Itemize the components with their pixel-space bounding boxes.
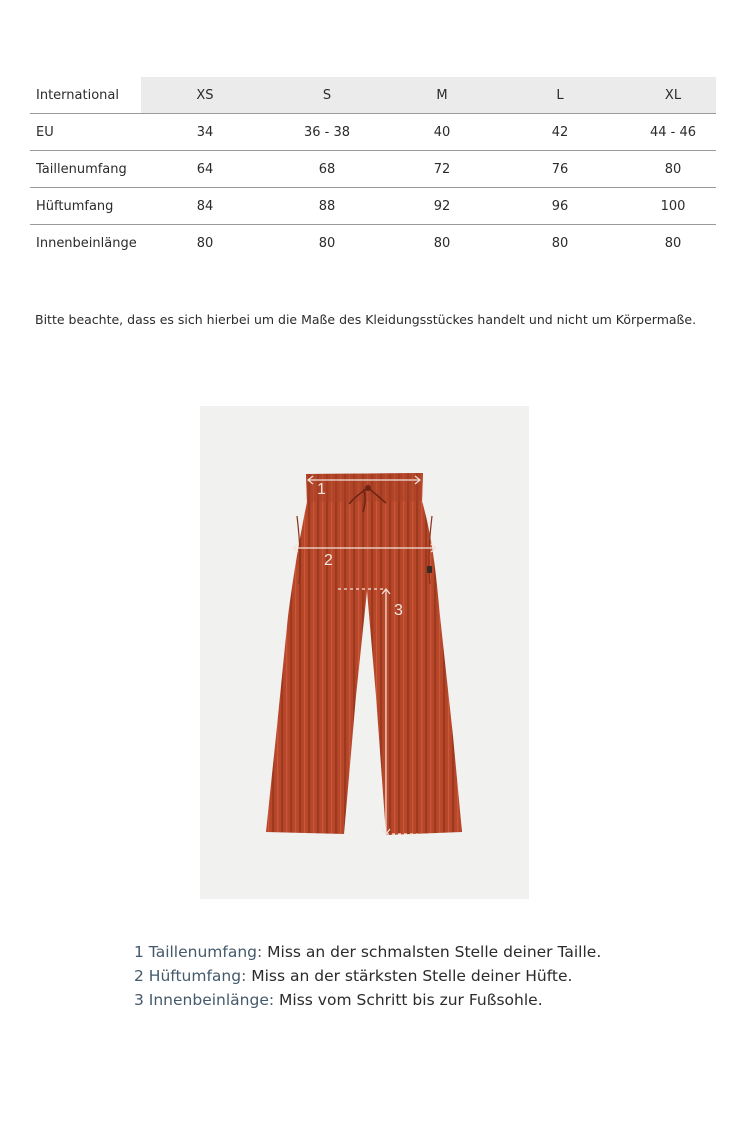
size-header-cell: M	[436, 88, 448, 103]
table-cell: 42	[551, 125, 569, 140]
instruction-inseam	[134, 988, 601, 1012]
table-cell: 84	[196, 199, 214, 214]
marker-2-label: 2	[324, 552, 333, 569]
instruction-term: 1 Taillenumfang:	[134, 943, 263, 961]
table-cell: 100	[660, 199, 686, 214]
size-table	[30, 77, 716, 261]
table-cell: 76	[551, 162, 569, 177]
table-cell: 80	[318, 236, 336, 251]
table-cell: 40	[433, 125, 451, 140]
size-header-cell: S	[322, 88, 332, 103]
marker-1-label: 1	[317, 481, 326, 498]
row-label: EU	[36, 125, 54, 140]
table-header-row	[30, 77, 716, 114]
instruction-hip	[134, 964, 601, 988]
row-label: International	[36, 88, 119, 103]
instruction-term: 3 Innenbeinlänge:	[134, 991, 275, 1009]
row-label: Innenbeinlänge	[36, 236, 137, 251]
table-row	[30, 114, 716, 151]
instruction-text: Miss an der schmalsten Stelle deiner Taille.	[262, 943, 602, 961]
table-cell: 80	[196, 236, 214, 251]
instruction-text: Miss vom Schritt bis zur Fußsohle.	[274, 991, 543, 1009]
table-cell: 92	[433, 199, 451, 214]
instruction-term: 2 Hüftumfang:	[134, 967, 247, 985]
table-cell: 80	[551, 236, 569, 251]
table-row	[30, 188, 716, 225]
size-header-cell: XL	[664, 88, 682, 103]
instruction-text: Miss an der stärksten Stelle deiner Hüfte.	[246, 967, 573, 985]
row-label: Taillenumfang	[36, 162, 127, 177]
instruction-waist	[134, 940, 601, 964]
trousers-shape	[266, 473, 462, 835]
size-header-cell: L	[556, 88, 564, 103]
row-label: Hüftumfang	[36, 199, 114, 214]
garment-measurement-note: Bitte beachte, dass es sich hierbei um die Maße des Kleidungsstückes handelt und nicht um Körpermaße.	[35, 312, 697, 327]
table-cell: 80	[664, 236, 682, 251]
marker-3-label: 3	[394, 602, 403, 619]
table-cell: 88	[318, 199, 336, 214]
table-cell: 80	[433, 236, 451, 251]
table-cell: 96	[551, 199, 569, 214]
table-row	[30, 225, 716, 261]
table-cell: 36 - 38	[303, 125, 351, 140]
trousers-illustration	[200, 406, 529, 899]
measurement-instructions	[134, 940, 601, 1012]
table-cell: 44 - 46	[649, 125, 697, 140]
size-header-cell: XS	[196, 88, 214, 103]
table-cell: 34	[196, 125, 214, 140]
table-cell: 68	[318, 162, 336, 177]
table-cell: 72	[433, 162, 451, 177]
measurement-illustration	[200, 406, 529, 899]
table-cell: 64	[196, 162, 214, 177]
table-row	[30, 151, 716, 188]
table-cell: 80	[664, 162, 682, 177]
